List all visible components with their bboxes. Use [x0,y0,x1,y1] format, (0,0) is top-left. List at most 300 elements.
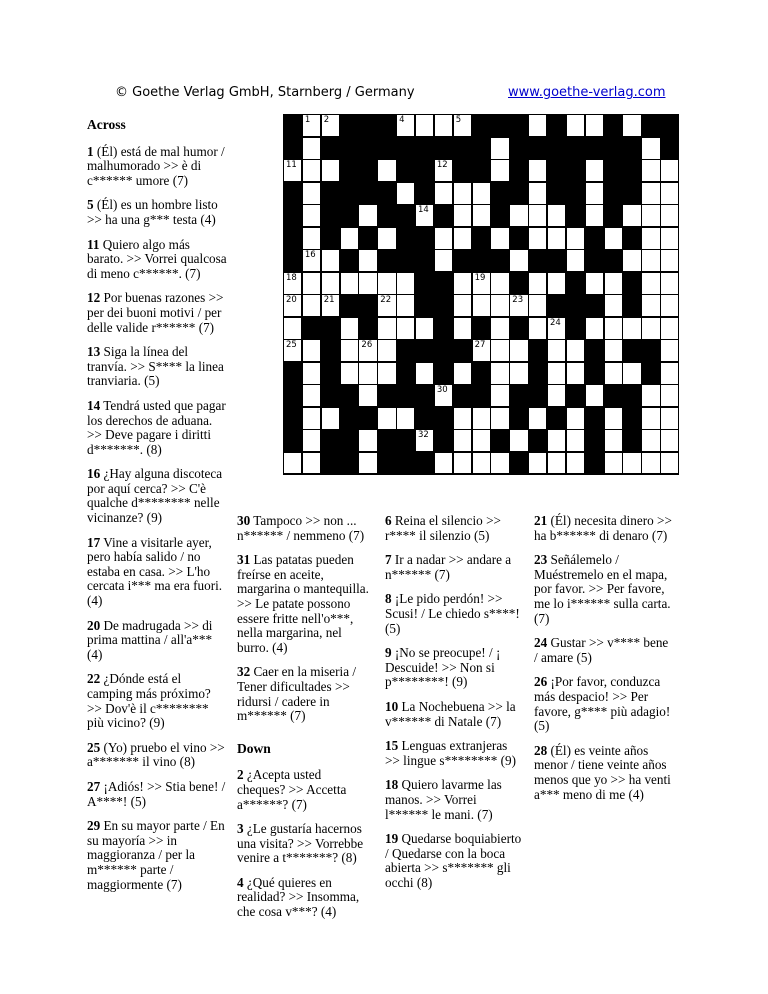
grid-cell[interactable] [660,204,679,227]
grid-block [622,159,641,182]
grid-cell[interactable] [283,452,302,475]
grid-block [377,137,396,160]
clue-down-19 [385,832,523,890]
grid-block [547,294,566,317]
clue-text: (Él) necesita dinero >> ha b****** di denaro (7) [534,513,672,543]
grid-cell[interactable] [283,317,302,340]
grid-cell[interactable] [641,407,660,430]
grid-cell[interactable] [604,429,623,452]
grid-block [585,249,604,272]
grid-cell[interactable] [490,362,509,385]
grid-block [453,249,472,272]
grid-cell[interactable] [434,182,453,205]
grid-cell[interactable] [490,227,509,250]
grid-cell[interactable] [490,452,509,475]
grid-cell[interactable] [396,182,415,205]
grid-cell[interactable] [660,272,679,295]
grid-cell[interactable] [358,204,377,227]
grid-block [585,429,604,452]
grid-cell[interactable] [358,249,377,272]
clue-number: 31 [237,552,251,568]
across-heading: Across [87,117,126,132]
grid-cell[interactable] [604,362,623,385]
grid-block [396,227,415,250]
grid-cell[interactable] [660,339,679,362]
grid-cell[interactable] [490,159,509,182]
grid-cell[interactable] [453,429,472,452]
clue-down-10 [385,700,523,729]
grid-cell[interactable] [566,114,585,137]
across-column-1 [87,118,227,902]
clue-across-30 [237,514,369,543]
grid-cell[interactable] [453,227,472,250]
grid-block [377,429,396,452]
grid-block [434,407,453,430]
grid-cell[interactable] [490,137,509,160]
grid-cell[interactable] [340,227,359,250]
grid-block [340,407,359,430]
grid-cell[interactable] [302,182,321,205]
grid-cell[interactable] [453,182,472,205]
grid-block [415,272,434,295]
grid-block [283,384,302,407]
grid-block [377,182,396,205]
grid-cell[interactable] [358,429,377,452]
grid-cell[interactable] [660,159,679,182]
clue-number: 8 [385,591,392,607]
grid-cell[interactable] [528,272,547,295]
grid-cell[interactable] [660,227,679,250]
grid-cell[interactable] [321,249,340,272]
grid-block [547,249,566,272]
clue-number: 28 [534,742,548,758]
grid-block [622,429,641,452]
cell-number: 1 [304,115,311,125]
grid-cell[interactable] [321,407,340,430]
clue-text: De madrugada >> di prima mattina / all'a*** (4) [87,617,213,662]
clue-text: Reina el silencio >> r**** il silenzio (5) [385,513,501,543]
grid-cell[interactable] [604,317,623,340]
grid-cell[interactable] [509,294,528,317]
clue-across-12 [87,291,227,335]
grid-cell[interactable] [472,452,491,475]
clue-number: 5 [87,197,94,213]
grid-cell[interactable] [396,407,415,430]
grid-block [490,429,509,452]
grid-cell[interactable] [509,249,528,272]
grid-cell[interactable] [302,452,321,475]
clue-text: Siga la línea del tranvía. >> S**** la linea tranviaria. (5) [87,344,224,389]
grid-cell[interactable] [283,159,302,182]
grid-cell[interactable] [453,452,472,475]
grid-block [415,407,434,430]
grid-cell[interactable] [622,249,641,272]
grid-cell[interactable] [660,407,679,430]
clue-down-15 [385,739,523,768]
grid-cell[interactable] [660,452,679,475]
grid-cell[interactable] [415,204,434,227]
grid-cell[interactable] [604,339,623,362]
grid-cell[interactable] [302,227,321,250]
grid-cell[interactable] [509,339,528,362]
grid-cell[interactable] [472,407,491,430]
grid-cell[interactable] [283,294,302,317]
clue-across-27 [87,780,227,809]
grid-cell[interactable] [415,429,434,452]
grid-block [585,137,604,160]
grid-block [547,182,566,205]
grid-cell[interactable] [396,114,415,137]
grid-cell[interactable] [415,114,434,137]
grid-block [604,159,623,182]
grid-cell[interactable] [528,294,547,317]
grid-cell[interactable] [396,272,415,295]
grid-cell[interactable] [453,362,472,385]
grid-block [604,384,623,407]
grid-cell[interactable] [434,249,453,272]
grid-cell[interactable] [528,407,547,430]
grid-cell[interactable] [321,114,340,137]
grid-cell[interactable] [660,429,679,452]
grid-cell[interactable] [340,362,359,385]
grid-cell[interactable] [566,407,585,430]
grid-cell[interactable] [622,452,641,475]
grid-cell[interactable] [547,227,566,250]
grid-block [396,362,415,385]
clue-column-3 [385,514,523,900]
clue-across-22 [87,672,227,730]
clue-text: ¿Hay alguna discoteca por aquí cerca? >> C'è qualche d******** nelle vicinanze? (9) [87,466,223,526]
clue-text: ¡No se preocupe! / ¡ Descuide! >> Non si p********! (9) [385,645,501,690]
grid-cell[interactable] [396,317,415,340]
grid-cell[interactable] [453,204,472,227]
grid-block [641,362,660,385]
grid-cell[interactable] [660,362,679,385]
grid-block [528,429,547,452]
grid-cell[interactable] [377,407,396,430]
grid-cell[interactable] [528,114,547,137]
clue-column-4 [534,514,674,812]
grid-block [622,182,641,205]
grid-block [321,137,340,160]
grid-block [566,384,585,407]
grid-cell[interactable] [547,452,566,475]
clue-number: 3 [237,821,244,837]
grid-block [340,137,359,160]
grid-cell[interactable] [641,249,660,272]
grid-block [283,362,302,385]
grid-block [321,384,340,407]
grid-block [660,114,679,137]
grid-cell[interactable] [453,272,472,295]
grid-cell[interactable] [377,227,396,250]
clue-text: Quiero lavarme las manos. >> Vorrei l****** le mani. (7) [385,777,502,822]
grid-cell[interactable] [396,294,415,317]
grid-cell[interactable] [490,294,509,317]
grid-cell[interactable] [528,227,547,250]
grid-cell[interactable] [340,317,359,340]
grid-block [604,137,623,160]
grid-cell[interactable] [434,159,453,182]
grid-cell[interactable] [641,272,660,295]
grid-cell[interactable] [490,339,509,362]
clue-across-25 [87,741,227,770]
grid-cell[interactable] [434,227,453,250]
grid-block [509,182,528,205]
grid-block [415,182,434,205]
clue-text: Tendrá usted que pagar los derechos de aduana. >> Deve pagare i diritti d*******. (8) [87,397,226,457]
grid-cell[interactable] [472,182,491,205]
grid-cell[interactable] [358,272,377,295]
grid-cell[interactable] [490,384,509,407]
grid-cell[interactable] [641,204,660,227]
clue-number: 9 [385,645,392,661]
grid-cell[interactable] [641,159,660,182]
grid-cell[interactable] [528,182,547,205]
grid-block [321,317,340,340]
grid-cell[interactable] [660,317,679,340]
grid-block [321,429,340,452]
clue-across-1 [87,145,227,189]
grid-cell[interactable] [528,452,547,475]
grid-cell[interactable] [509,429,528,452]
grid-cell[interactable] [302,294,321,317]
grid-cell[interactable] [472,339,491,362]
grid-cell[interactable] [585,182,604,205]
grid-cell[interactable] [490,272,509,295]
grid-cell[interactable] [321,272,340,295]
grid-cell[interactable] [509,362,528,385]
grid-cell[interactable] [490,407,509,430]
grid-cell[interactable] [660,182,679,205]
grid-block [509,407,528,430]
clue-text: Señálemelo / Muéstremelo en el mapa, por favor. >> Per favore, me lo i****** sulla carta. (7) [534,552,671,626]
grid-cell[interactable] [566,227,585,250]
grid-cell[interactable] [472,429,491,452]
grid-cell[interactable] [358,384,377,407]
grid-block [396,159,415,182]
grid-cell[interactable] [604,294,623,317]
clue-across-11 [87,238,227,282]
grid-cell[interactable] [622,317,641,340]
grid-block [340,429,359,452]
grid-cell[interactable] [302,339,321,362]
grid-cell[interactable] [566,249,585,272]
grid-cell[interactable] [622,204,641,227]
cell-number: 18 [286,272,297,283]
grid-cell[interactable] [660,294,679,317]
grid-cell[interactable] [302,407,321,430]
clue-text: ¿Le gustaría hacernos una visita? >> Vorrebbe venire a t*******? (8) [237,821,364,866]
grid-block [472,159,491,182]
grid-cell[interactable] [585,272,604,295]
grid-cell[interactable] [528,317,547,340]
clue-down-8 [385,592,523,636]
grid-cell[interactable] [321,294,340,317]
clue-number: 16 [87,466,101,482]
grid-cell[interactable] [604,272,623,295]
grid-cell[interactable] [509,204,528,227]
grid-cell[interactable] [490,317,509,340]
grid-block [340,452,359,475]
website-link[interactable]: www.goethe-verlag.com [508,85,666,100]
grid-cell[interactable] [566,452,585,475]
grid-cell[interactable] [415,317,434,340]
grid-cell[interactable] [340,272,359,295]
grid-block [622,227,641,250]
grid-cell[interactable] [434,114,453,137]
grid-cell[interactable] [377,339,396,362]
grid-cell[interactable] [415,362,434,385]
clue-across-14 [87,399,227,457]
grid-cell[interactable] [622,114,641,137]
grid-cell[interactable] [547,384,566,407]
grid-block [283,137,302,160]
grid-cell[interactable] [453,317,472,340]
grid-cell[interactable] [585,317,604,340]
grid-cell[interactable] [547,272,566,295]
grid-cell[interactable] [566,339,585,362]
grid-cell[interactable] [434,452,453,475]
grid-cell[interactable] [660,384,679,407]
grid-block [283,182,302,205]
grid-cell[interactable] [434,384,453,407]
grid-cell[interactable] [585,204,604,227]
grid-cell[interactable] [377,159,396,182]
grid-cell[interactable] [641,429,660,452]
grid-block [528,249,547,272]
grid-cell[interactable] [547,429,566,452]
grid-block [528,384,547,407]
grid-block [528,362,547,385]
grid-cell[interactable] [283,339,302,362]
grid-cell[interactable] [377,294,396,317]
grid-block [396,339,415,362]
grid-cell[interactable] [453,294,472,317]
grid-cell[interactable] [547,317,566,340]
clue-number: 13 [87,344,101,360]
grid-cell[interactable] [302,137,321,160]
grid-cell[interactable] [641,227,660,250]
clue-number: 29 [87,818,101,834]
clue-across-13 [87,345,227,389]
clue-down-9 [385,646,523,690]
grid-block [434,294,453,317]
clue-text: Por buenas razones >> per dei buoni motivi / per delle valide r****** (7) [87,290,224,335]
grid-cell[interactable] [453,407,472,430]
grid-cell[interactable] [340,339,359,362]
grid-cell[interactable] [547,204,566,227]
clue-across-32 [237,665,369,723]
grid-cell[interactable] [377,272,396,295]
grid-cell[interactable] [302,114,321,137]
grid-block [509,452,528,475]
grid-block [283,407,302,430]
grid-block [283,249,302,272]
grid-block [472,362,491,385]
grid-cell[interactable] [641,384,660,407]
grid-cell[interactable] [302,362,321,385]
grid-cell[interactable] [547,362,566,385]
grid-cell[interactable] [641,294,660,317]
grid-cell[interactable] [585,384,604,407]
grid-cell[interactable] [472,204,491,227]
grid-block [396,429,415,452]
grid-cell[interactable] [604,452,623,475]
clue-number: 15 [385,738,399,754]
grid-cell[interactable] [283,272,302,295]
grid-cell[interactable] [566,362,585,385]
grid-block [321,339,340,362]
grid-cell[interactable] [302,429,321,452]
grid-cell[interactable] [604,407,623,430]
grid-cell[interactable] [453,114,472,137]
grid-cell[interactable] [585,159,604,182]
grid-cell[interactable] [302,272,321,295]
grid-cell[interactable] [321,159,340,182]
grid-cell[interactable] [358,452,377,475]
grid-cell[interactable] [641,137,660,160]
grid-block [472,137,491,160]
grid-block [509,227,528,250]
grid-cell[interactable] [547,339,566,362]
clue-down-24 [534,636,674,665]
grid-block [415,384,434,407]
grid-cell[interactable] [472,294,491,317]
grid-cell[interactable] [302,159,321,182]
grid-cell[interactable] [528,159,547,182]
grid-cell[interactable] [566,429,585,452]
grid-cell[interactable] [472,272,491,295]
clue-text: (Yo) pruebo el vino >> a******* il vino (8) [87,739,225,770]
cell-number: 12 [436,160,448,170]
grid-block [321,452,340,475]
clue-number: 21 [534,513,548,528]
grid-cell[interactable] [302,384,321,407]
grid-cell[interactable] [528,204,547,227]
grid-block [358,159,377,182]
grid-cell[interactable] [302,204,321,227]
grid-cell[interactable] [660,249,679,272]
clue-number: 25 [87,739,101,755]
grid-cell[interactable] [377,362,396,385]
grid-block [283,204,302,227]
grid-block [377,384,396,407]
clue-down-3 [237,822,369,866]
grid-cell[interactable] [641,452,660,475]
grid-cell[interactable] [377,317,396,340]
grid-block [604,182,623,205]
grid-cell[interactable] [302,249,321,272]
clue-text: ¡Adiós! >> Stia bene! / A****! (5) [87,778,226,809]
grid-block [340,159,359,182]
grid-cell[interactable] [585,114,604,137]
clue-number: 24 [534,635,548,651]
grid-block [490,182,509,205]
grid-cell[interactable] [641,317,660,340]
grid-block [283,114,302,137]
grid-cell[interactable] [641,182,660,205]
grid-block [358,407,377,430]
grid-cell[interactable] [358,362,377,385]
grid-cell[interactable] [604,227,623,250]
grid-cell[interactable] [358,339,377,362]
grid-block [321,204,340,227]
copyright-text: © Goethe Verlag GmbH, Starnberg / Germany [115,85,415,100]
clue-number: 6 [385,513,392,528]
grid-block [453,137,472,160]
grid-cell[interactable] [622,362,641,385]
